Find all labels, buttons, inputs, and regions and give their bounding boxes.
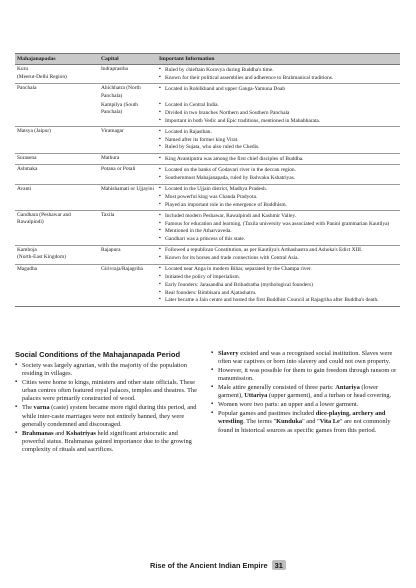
- header-capital: Capital: [99, 54, 157, 65]
- info-item: ▪ Known for their political assemblies and adherence to Brahmanical traditions.: [159, 75, 398, 82]
- info-item: ▪ Played an important role in the emergence of Buddhism.: [159, 202, 398, 209]
- left-column: [15, 350, 199, 455]
- info-list: [159, 247, 398, 262]
- table-row-magadha: [15, 264, 400, 306]
- info-item: ▪ Located on the banks of Godavari river in the deccan region.: [159, 167, 398, 174]
- info-list: [159, 213, 398, 243]
- text-run: Popular games and pastimes included: [218, 409, 316, 417]
- info-item: ▪ King Avantiputra was among the first chief disciples of Buddha.: [159, 156, 398, 163]
- text-run-bold: Uttariya: [244, 392, 268, 400]
- text-run-bold: Kunduka: [276, 418, 303, 426]
- page-number: 31: [272, 560, 286, 570]
- info-item: ▪ Gandhari was a princess of this state.: [159, 236, 398, 243]
- row-capital: Rajapura: [101, 246, 121, 253]
- text-run: existed and was a recognised social institution. Slaves were often war captives or born into slavery and could not own property.: [218, 350, 393, 366]
- table-row-panchala: [15, 84, 400, 101]
- bullet-item: [211, 384, 401, 401]
- text-run-bold: dice-playing, archery and wrestling: [218, 409, 386, 426]
- row-name: Kamboja: [17, 246, 37, 253]
- table-row-kamboja: [15, 245, 400, 264]
- row-capital: Kampilya (South Panchala): [101, 101, 138, 115]
- bullet-item: ▪ Women wore two parts: an upper and a lower garment.: [211, 401, 401, 409]
- row-name: [15, 101, 99, 127]
- row-capital: Potana or Potali: [101, 166, 136, 173]
- text-run: (caste) system became more rigid during this period, and while inter-caste marriages were not entirely banned, they were generally condemned and discouraged.: [22, 404, 197, 428]
- info-item: ▪ Located near Anga in modern Bihar, separated by the Champa river.: [159, 266, 398, 273]
- table-row-panchala-south: [15, 101, 400, 127]
- info-item: ▪ Located in the Ujjain district, Madhya Pradesh.: [159, 186, 398, 193]
- info-list: [159, 102, 398, 125]
- row-name-region: (North-East Kingdom): [17, 253, 66, 260]
- bullet-item: ▪ However, it was possible for them to gain freedom through ransom or manumission.: [211, 367, 401, 384]
- text-run-bold: Brahmanas: [22, 429, 54, 437]
- info-list: [159, 167, 398, 182]
- text-run: " are not commonly found in historical sources as specific games from this period.: [218, 418, 391, 434]
- table-row-avanti: [15, 184, 400, 211]
- mahajanapada-table: [15, 53, 400, 307]
- info-item: ▪ Most powerful king was Chanda Pradyota.: [159, 194, 398, 201]
- row-name: Matsya (Jaipur): [17, 128, 51, 135]
- info-item: ▪ Famous for education and learning, (Taxila university was associated with Panini grammarian Kautilya): [159, 221, 398, 228]
- row-capital: Mathura: [101, 155, 120, 162]
- info-item: ▪ Later became a Jain centre and hosted the first Buddhist Council at Rajagriha after Buddha's death.: [159, 297, 398, 304]
- row-name: Magadha: [17, 265, 38, 272]
- table-row-surasena: [15, 154, 400, 165]
- table-body: [15, 65, 400, 307]
- info-item: ▪ Important in both Vedic and Epic traditions, mentioned in Mahabharata.: [159, 118, 398, 125]
- info-item: ▪ Ruled by chieftain Koravya during Buddha's time.: [159, 67, 398, 74]
- right-bullets: [211, 350, 401, 435]
- info-list: [159, 266, 398, 304]
- bullet-item: [15, 404, 199, 429]
- table-row-matsya: [15, 127, 400, 154]
- info-list: [159, 67, 398, 82]
- text-run: The: [22, 404, 34, 412]
- bullet-item: [15, 430, 199, 455]
- row-capital: Ahichhatra (North Panchala): [101, 85, 141, 99]
- row-capital: Viratnagar: [101, 128, 124, 135]
- text-run-bold: varna: [33, 404, 50, 412]
- row-name: Gandhara (Peshawar and Rawalpindi): [17, 212, 71, 226]
- info-item: ▪ Southernmost Mahajanapada, ruled by Ikshvaku Kshatriyas.: [159, 175, 398, 182]
- bullet-item: [211, 410, 401, 435]
- info-item: ▪ Mentioned in the Atharvaveda.: [159, 228, 398, 235]
- row-capital: Indraprastha: [101, 66, 128, 73]
- info-item: ▪ Initiated the policy of imperialism.: [159, 274, 398, 281]
- footer-title: Rise of the Ancient Indian Empire: [150, 560, 268, 570]
- info-item: ▪ Divided in two branches Northern and Southern Panchala: [159, 110, 398, 117]
- header-important-information: Important Information: [157, 54, 400, 65]
- info-item: ▪ Ruled by Sujata, who also ruled the Chedis.: [159, 144, 398, 151]
- page-footer: [150, 560, 286, 570]
- text-run: " and ": [302, 418, 320, 426]
- section-title: Social Conditions of the Mahajanapada Period: [15, 350, 181, 359]
- text-run: (upper garment), and a turban or head covering.: [267, 392, 392, 400]
- info-item: ▪ Located in Rohilkhand and upper Ganga-Yamuna Doab: [159, 86, 398, 93]
- text-run-bold: Vita Le: [319, 418, 340, 426]
- row-name: Ashmaka: [17, 166, 38, 173]
- left-bullets: [15, 362, 199, 455]
- info-list: [159, 186, 398, 209]
- text-run: (lower garment),: [218, 384, 379, 400]
- info-item: ▪ Followed a republican Constitution, as per Kautilya's Arthashastra and Ashoka's Edict XIII.: [159, 247, 398, 254]
- bullet-item: ▪ Society was largely agrarian, with the majority of the population residing in villages.: [15, 362, 199, 379]
- table-row-gandhara: [15, 211, 400, 245]
- info-item: ▪ Located in Rajasthan.: [159, 129, 398, 136]
- info-item: ▪ Real founders: Bimbisara and Ajatashatru.: [159, 290, 398, 297]
- table-header: [15, 54, 400, 65]
- row-capital: Mahishamati or Ujjayini: [101, 185, 154, 192]
- text-run: and: [53, 429, 67, 437]
- info-item: ▪ Known for its horses and trade connections with Central Asia.: [159, 255, 398, 262]
- text-run-bold: Slavery: [218, 350, 239, 357]
- row-name: Surasena: [17, 155, 37, 162]
- row-name: Kuru: [17, 66, 29, 73]
- mahajanapada-table-wrap: [15, 53, 400, 307]
- text-run: held significant aristocratic and powerful status. Brahmanas gained importance due to the growing complexity of rituals and sacrifices.: [22, 429, 192, 454]
- right-column: [211, 350, 401, 435]
- info-list: [159, 129, 398, 152]
- header-mahajanapadas: Mahajanapadas: [15, 54, 99, 65]
- table-row-ashmaka: [15, 165, 400, 184]
- row-capital: Girivraja/Rajagriha: [101, 265, 143, 272]
- row-name-region: (Meerut-Delhi Region): [17, 73, 67, 80]
- text-run-bold: Antariya: [335, 384, 360, 392]
- info-item: ▪ Located in Central India.: [159, 102, 398, 109]
- text-run: . The terms ": [243, 418, 277, 426]
- info-list: [159, 156, 398, 163]
- text-run: Male attire generally consisted of three parts:: [218, 384, 336, 392]
- text-run-bold: Kshatriyas: [66, 429, 96, 437]
- bullet-item: ▪ Cities were home to kings, ministers and other state officials. These urban centres often featured royal palaces, temples and theatres. The palaces were primarily constructed of wood.: [15, 379, 199, 404]
- row-capital: Taxila: [101, 212, 115, 219]
- info-list: [159, 86, 398, 93]
- bullet-item: [211, 350, 401, 367]
- table-row-kuru: [15, 65, 400, 84]
- row-name: Panchala: [17, 85, 37, 92]
- info-item: ▪ Early founders: Jarasandha and Brihadratha (mythological founders): [159, 282, 398, 289]
- info-item: ▪ Named after its former king Virat.: [159, 137, 398, 144]
- row-name: Avanti: [17, 185, 32, 192]
- info-item: ▪ Included modern Peshawar, Rawalpindi and Kashmir Valley.: [159, 213, 398, 220]
